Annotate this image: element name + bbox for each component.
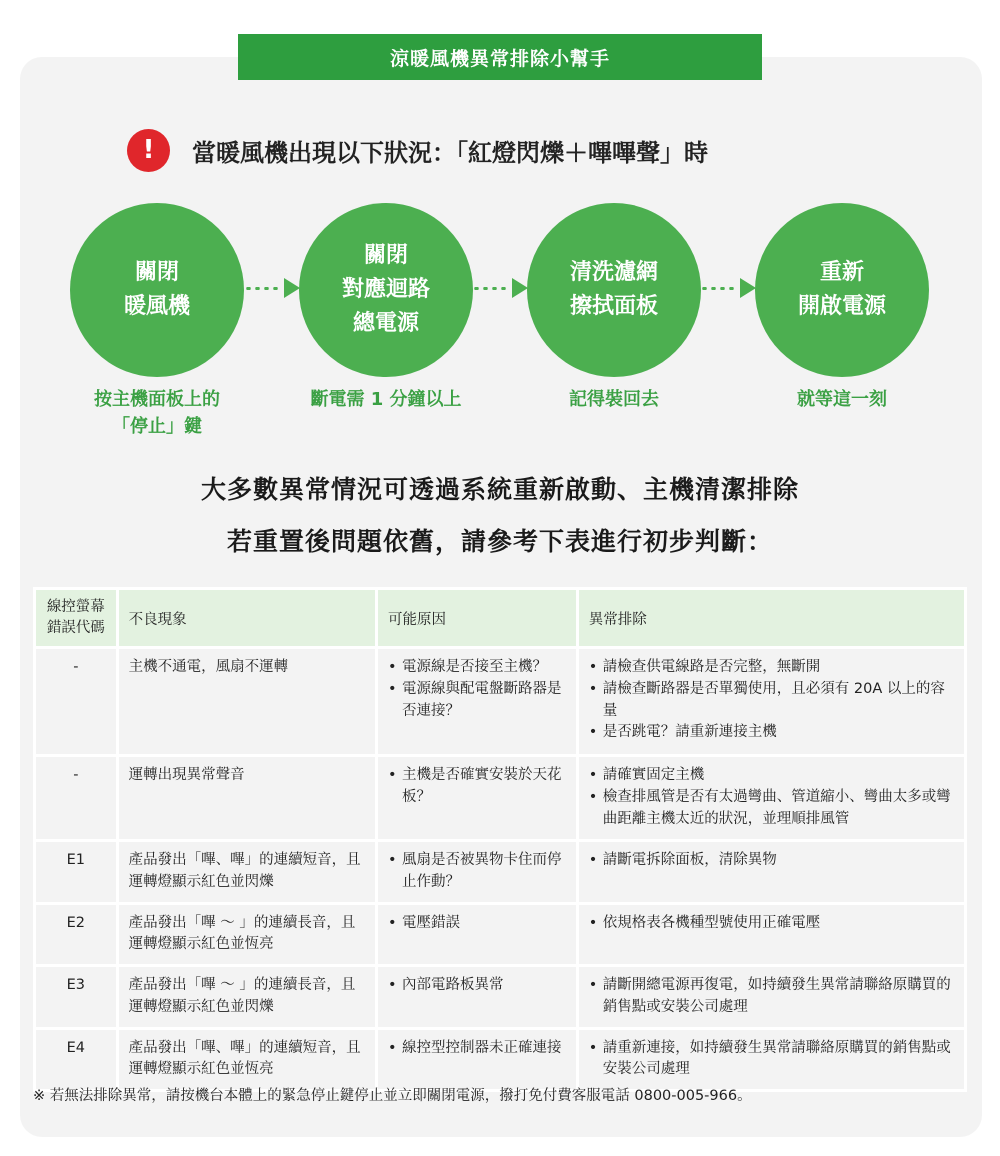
step-note-1: 按主機面板上的 「停止」鍵 <box>94 389 220 437</box>
row-fixes <box>579 905 964 965</box>
step-circle-2: 關閉 對應迴路 總電源 <box>299 203 473 377</box>
header-symptom: 不良現象 <box>119 590 375 646</box>
row-causes <box>378 842 576 902</box>
step-circle-3: 清洗濾網 擦拭面板 <box>527 203 701 377</box>
cause-item: • 線控型控制器未正確連接 <box>388 1038 566 1060</box>
row-fixes <box>579 1030 964 1090</box>
row-symptom: 產品發出「嗶、嗶」的連續短音，且運轉燈顯示紅色並閃爍 <box>119 842 375 902</box>
row-causes <box>378 967 576 1027</box>
cause-item: • 電壓錯誤 <box>388 913 566 935</box>
fix-item: • 檢查排風管是否有太過彎曲、管道縮小、彎曲太多或彎曲距離主機太近的狀況，並理順排風管 <box>589 787 954 831</box>
table-header-row <box>36 590 964 646</box>
fix-item: • 請斷電拆除面板，清除異物 <box>589 850 954 872</box>
alert-text: 當暖風機出現以下狀況：「紅燈閃爍＋嗶嗶聲」時 <box>192 138 708 167</box>
step-arrow-2 <box>472 278 528 298</box>
cause-item: • 主機是否確實安裝於天花板？ <box>388 765 566 809</box>
table-row <box>36 757 964 839</box>
fix-item: • 依規格表各機種型號使用正確電壓 <box>589 913 954 935</box>
header-fix: 異常排除 <box>579 590 964 646</box>
step-note-2: 斷電需 1 分鐘以上 <box>310 389 462 410</box>
row-code: - <box>36 757 116 839</box>
alert-row <box>127 128 708 172</box>
row-code: E2 <box>36 905 116 965</box>
cause-item: • 電源線與配電盤斷路器是否連接？ <box>388 679 566 723</box>
headline-refer-table: 若重置後問題依舊，請參考下表進行初步判斷： <box>226 527 773 556</box>
row-code: E3 <box>36 967 116 1027</box>
cause-item: • 內部電路板異常 <box>388 975 566 997</box>
step-circle-4: 重新 開啟電源 <box>755 203 929 377</box>
row-causes <box>378 757 576 839</box>
row-causes <box>378 1030 576 1090</box>
header-cause: 可能原因 <box>378 590 576 646</box>
footnote: ※ 若無法排除異常，請按機台本體上的緊急停止鍵停止並立即關閉電源，撥打免付費客服電話 0800-005-966。 <box>33 1088 752 1104</box>
row-symptom: 產品發出「嗶 ～ 」的連續長音，且運轉燈顯示紅色並閃爍 <box>119 967 375 1027</box>
table-row <box>36 842 964 902</box>
table-row <box>36 1030 964 1090</box>
cause-item: • 風扇是否被異物卡住而停止作動？ <box>388 850 566 894</box>
row-fixes <box>579 967 964 1027</box>
troubleshooting-table <box>33 587 967 1092</box>
row-fixes <box>579 842 964 902</box>
headline-restart: 大多數異常情況可透過系統重新啟動、主機清潔排除 <box>200 475 799 504</box>
fix-item: • 請檢查斷路器是否單獨使用，且必須有 20A 以上的容量 <box>589 679 954 723</box>
table-row <box>36 905 964 965</box>
row-code: E4 <box>36 1030 116 1090</box>
row-causes <box>378 905 576 965</box>
row-symptom: 產品發出「嗶、嗶」的連續短音，且運轉燈顯示紅色並恆亮 <box>119 1030 375 1090</box>
fix-item: • 請確實固定主機 <box>589 765 954 787</box>
cause-item: • 電源線是否接至主機？ <box>388 657 566 679</box>
fix-item: • 請重新連接，如持續發生異常請聯絡原購買的銷售點或安裝公司處理 <box>589 1038 954 1082</box>
step-note-4: 就等這一刻 <box>797 389 887 410</box>
step-note-3: 記得裝回去 <box>569 389 659 410</box>
table-row <box>36 649 964 754</box>
page-title: 涼暖風機異常排除小幫手 <box>238 34 762 80</box>
fix-item: • 請斷開總電源再復電，如持續發生異常請聯絡原購買的銷售點或安裝公司處理 <box>589 975 954 1019</box>
row-fixes <box>579 757 964 839</box>
step-arrow-3 <box>700 278 756 298</box>
fix-item: • 請檢查供電線路是否完整，無斷開 <box>589 657 954 679</box>
fix-item: • 是否跳電？請重新連接主機 <box>589 722 954 744</box>
step-circle-1: 關閉 暖風機 <box>70 203 244 377</box>
row-causes <box>378 649 576 754</box>
row-code: E1 <box>36 842 116 902</box>
exclamation-icon: ! <box>127 129 170 172</box>
row-symptom: 運轉出現異常聲音 <box>119 757 375 839</box>
header-error-code: 線控螢幕 錯誤代碼 <box>36 590 116 646</box>
row-code: - <box>36 649 116 754</box>
row-symptom: 產品發出「嗶 ～ 」的連續長音，且運轉燈顯示紅色並恆亮 <box>119 905 375 965</box>
row-symptom: 主機不通電，風扇不運轉 <box>119 649 375 754</box>
row-fixes <box>579 649 964 754</box>
step-arrow-1 <box>244 278 300 298</box>
table-row <box>36 967 964 1027</box>
